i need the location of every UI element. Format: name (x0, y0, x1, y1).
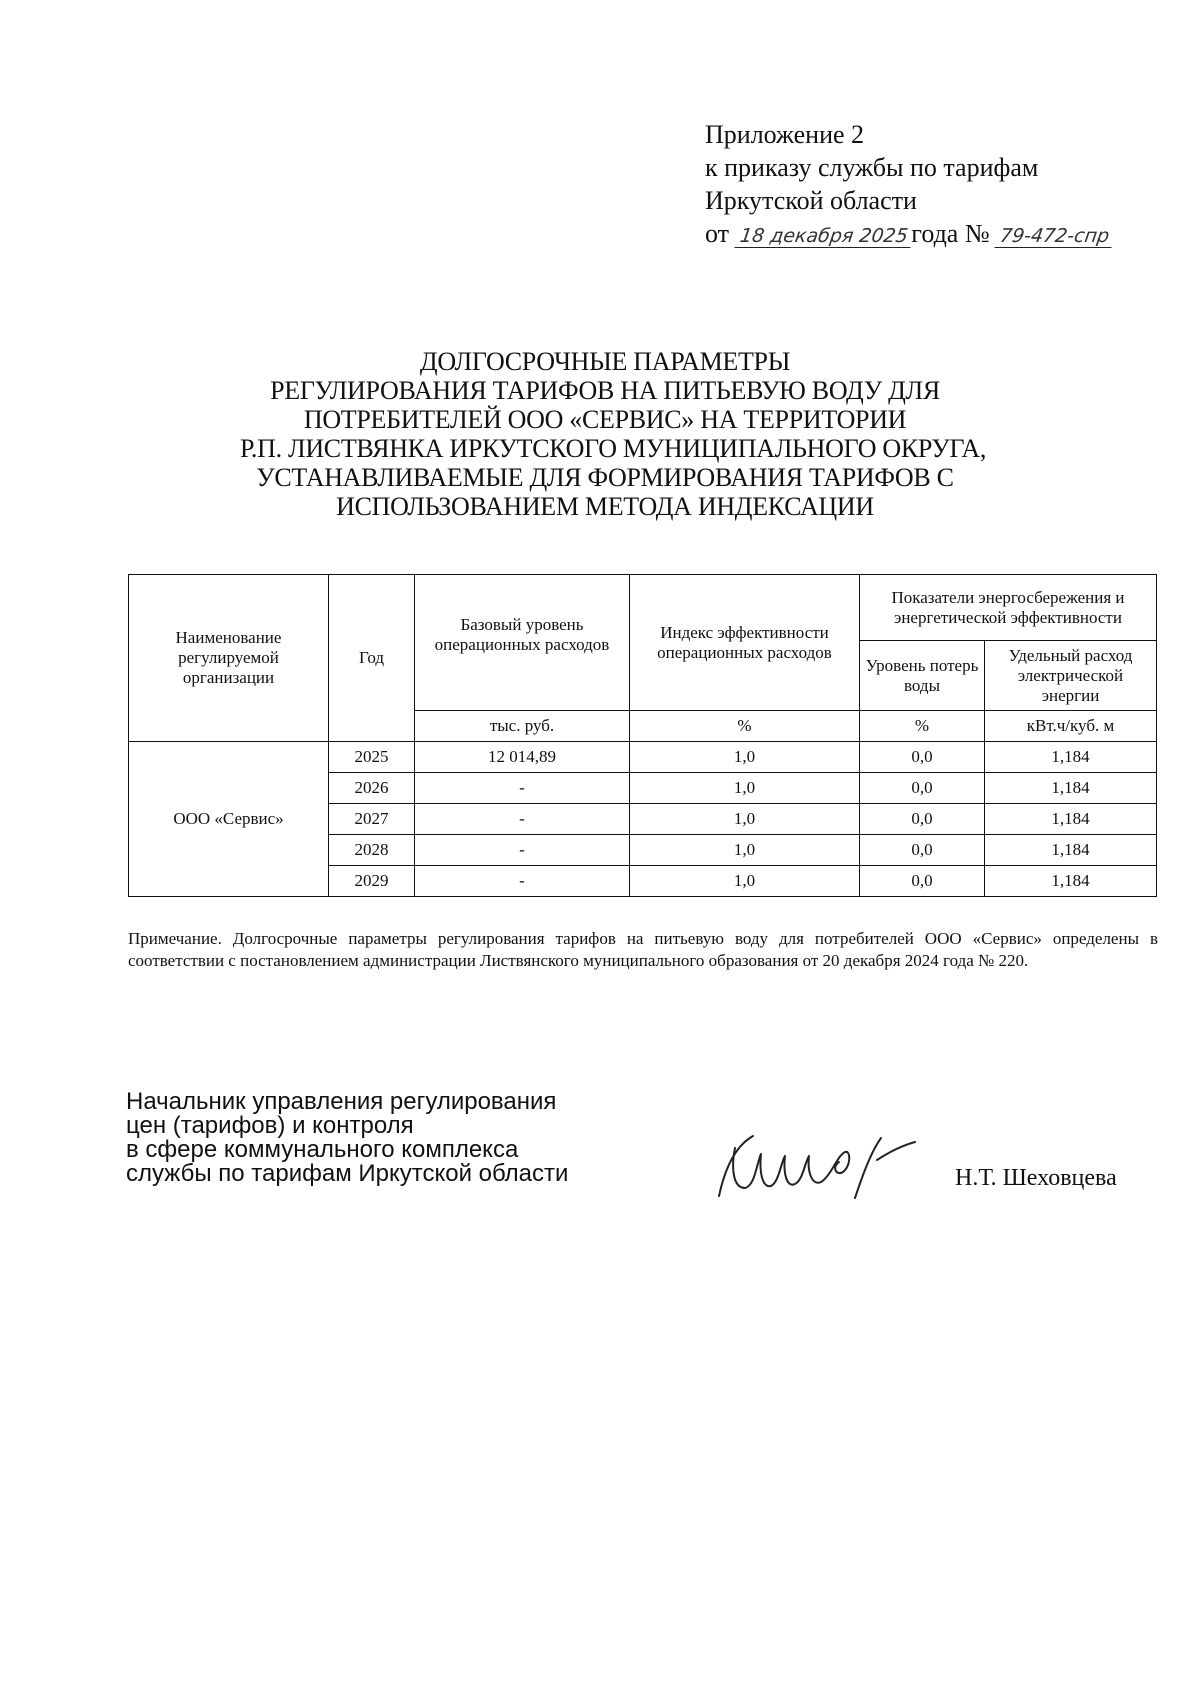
title-line: ДОЛГОСРОЧНЫЕ ПАРАМЕТРЫ (419, 347, 791, 376)
cell-consumption: 1,184 (985, 804, 1157, 835)
table-note: Примечание. Долгосрочные параметры регулирования тарифов на питьевую воду для потребителей ООО «Сервис» определены в соответствии с постановлением администрации Листвянского муниципального образования от 20 декабря 2024 года № 220. (128, 929, 1158, 970)
appendix-header (705, 118, 1113, 250)
title-line: ИСПОЛЬЗОВАНИЕМ МЕТОДА ИНДЕКСАЦИИ (336, 492, 874, 521)
document-title (240, 347, 987, 521)
cell-base: - (415, 773, 630, 804)
cell-base: - (415, 835, 630, 866)
organization-name: ООО «Сервис» (129, 742, 329, 897)
from-word: от (705, 219, 730, 248)
signer-line: Начальник управления регулирования (126, 1088, 557, 1115)
title-line: ПОТРЕБИТЕЛЕЙ ООО «СЕРВИС» НА ТЕРРИТОРИИ (303, 405, 907, 434)
cell-base: - (415, 866, 630, 897)
cell-consumption: 1,184 (985, 835, 1157, 866)
appendix-date-line (705, 217, 1113, 250)
cell-year: 2026 (329, 773, 415, 804)
cell-year: 2027 (329, 804, 415, 835)
cell-index: 1,0 (630, 773, 860, 804)
cell-consumption: 1,184 (985, 742, 1157, 773)
unit-base-level: тыс. руб. (415, 711, 630, 742)
cell-year: 2029 (329, 866, 415, 897)
cell-year: 2025 (329, 742, 415, 773)
handwritten-signature (705, 1118, 935, 1208)
appendix-line-3: Иркутской области (705, 186, 917, 215)
header-organization: Наименование регулируемой организации (129, 575, 329, 742)
signer-line: цен (тарифов) и контроля (126, 1112, 414, 1139)
cell-index: 1,0 (630, 866, 860, 897)
cell-base: - (415, 804, 630, 835)
cell-year: 2028 (329, 835, 415, 866)
title-line: Р.П. ЛИСТВЯНКА ИРКУТСКОГО МУНИЦИПАЛЬНОГО ОКРУГА, (240, 434, 987, 463)
unit-specific-consumption: кВт.ч/куб. м (985, 711, 1157, 742)
unit-efficiency-index: % (630, 711, 860, 742)
cell-base: 12 014,89 (415, 742, 630, 773)
header-year: Год (329, 575, 415, 742)
appendix-line-2: к приказу службы по тарифам (705, 153, 1039, 182)
cell-loss: 0,0 (860, 866, 985, 897)
cell-consumption: 1,184 (985, 866, 1157, 897)
handwritten-number: 79-472-спр (995, 225, 1115, 248)
header-energy-group: Показатели энергосбережения и энергетической эффективности (860, 575, 1157, 641)
year-word: года № (911, 219, 990, 248)
handwritten-date: 18 декабря 2025 (734, 225, 913, 248)
cell-loss: 0,0 (860, 804, 985, 835)
header-efficiency-index: Индекс эффективности операционных расходов (630, 575, 860, 711)
table-row (129, 742, 1157, 773)
cell-consumption: 1,184 (985, 773, 1157, 804)
signer-position (126, 1090, 568, 1186)
signer-line: в сфере коммунального комплекса (126, 1136, 519, 1163)
cell-index: 1,0 (630, 835, 860, 866)
parameters-table (128, 574, 1157, 897)
cell-loss: 0,0 (860, 773, 985, 804)
unit-water-loss: % (860, 711, 985, 742)
appendix-line-1: Приложение 2 (705, 120, 865, 149)
signer-line: службы по тарифам Иркутской области (126, 1160, 569, 1187)
cell-loss: 0,0 (860, 835, 985, 866)
header-water-loss: Уровень потерь воды (860, 641, 985, 711)
cell-loss: 0,0 (860, 742, 985, 773)
cell-index: 1,0 (630, 804, 860, 835)
header-specific-consumption: Удельный расход электрической энергии (985, 641, 1157, 711)
header-base-level: Базовый уровень операционных расходов (415, 575, 630, 711)
title-line: УСТАНАВЛИВАЕМЫЕ ДЛЯ ФОРМИРОВАНИЯ ТАРИФОВ С (256, 463, 954, 492)
cell-index: 1,0 (630, 742, 860, 773)
title-line: РЕГУЛИРОВАНИЯ ТАРИФОВ НА ПИТЬЕВУЮ ВОДУ ДЛЯ (270, 376, 940, 405)
signer-name: Н.Т. Шеховцева (955, 1165, 1117, 1191)
